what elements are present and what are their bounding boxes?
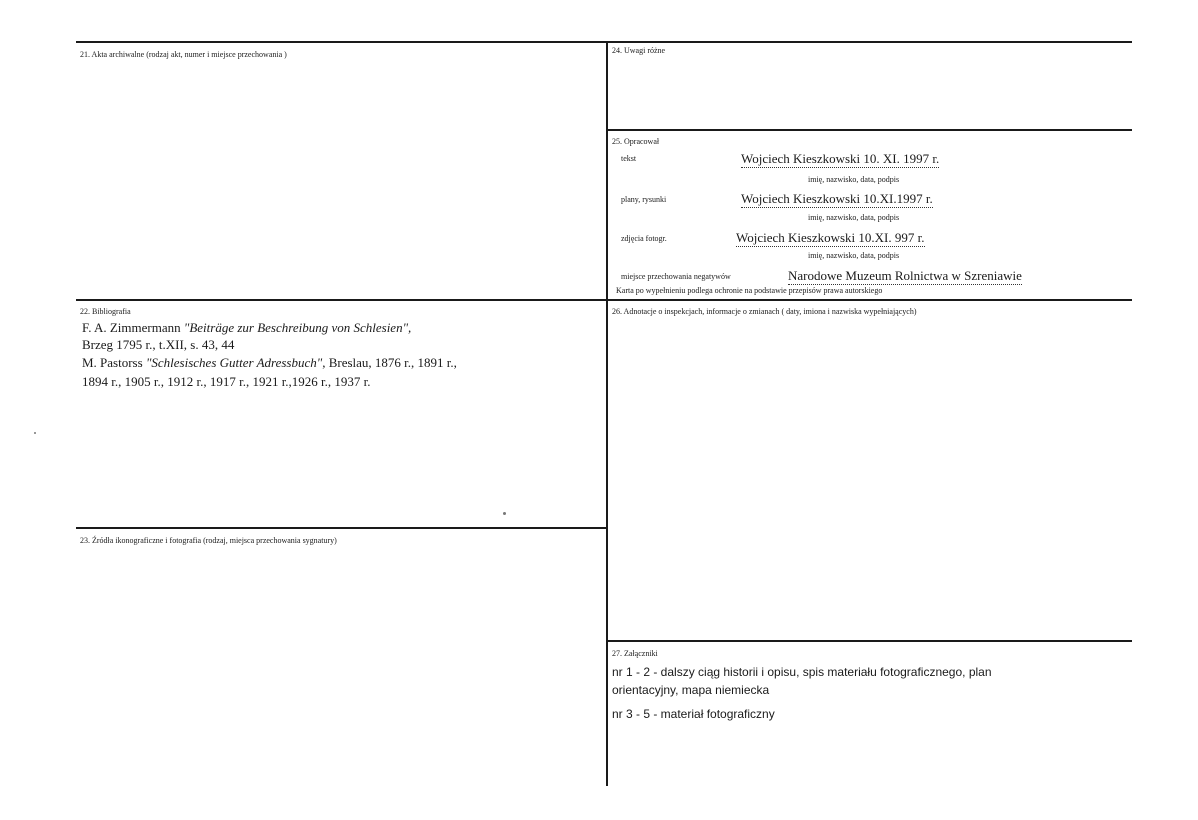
divider-26-27 [608, 640, 1132, 642]
author-text-label: tekst [621, 154, 637, 163]
bibliography-entry-2-years: 1894 r., 1905 r., 1912 r., 1917 r., 1921 r.,1926 r., 1937 r. [82, 374, 371, 389]
copyright-note: Karta po wypełnieniu podlega ochronie na podstawie przepisów prawa autorskiego [616, 286, 883, 295]
divider-24-25 [608, 129, 1132, 131]
author-photos-hint: imię, nazwisko, data, podpis [808, 251, 900, 260]
bib-2-author: M. Pastorss [82, 355, 146, 370]
bibliography-entry-1-details: Brzeg 1795 r., t.XII, s. 43, 44 [82, 337, 235, 352]
paper-speck [34, 432, 36, 434]
negatives-location-label: miejsce przechowania negatywów [621, 272, 731, 281]
section-27-title: 27. Załączniki [612, 649, 658, 658]
author-photos-value: Wojciech Kieszkowski 10.XI. 997 r. [736, 230, 925, 245]
author-photos-label: zdjęcia fotogr. [621, 234, 667, 243]
divider-22-23 [76, 527, 608, 529]
top-border [76, 41, 1132, 43]
paper-speck [503, 512, 506, 515]
section-23-title: 23. Źródła ikonograficzne i fotografia (rodzaj, miejsca przechowania sygnatury) [80, 536, 337, 545]
record-card-form [76, 41, 1132, 786]
section-21-title: 21. Akta archiwalne (rodzaj akt, numer i miejsce przechowania ) [80, 50, 287, 59]
negatives-location-value: Narodowe Muzeum Rolnictwa w Szreniawie [788, 268, 1022, 283]
bib-2-work: "Schlesisches Gutter Adressbuch" [145, 355, 323, 370]
author-text-value: Wojciech Kieszkowski 10. XI. 1997 r. [741, 151, 940, 166]
section-22-title: 22. Bibliografia [80, 307, 131, 316]
divider-21-22 [76, 299, 1132, 301]
bibliography-entry-2 [82, 355, 457, 371]
section-26-title: 26. Adnotacje o inspekcjach, informacje o zmianach ( daty, imiona i nazwiska wypełniających) [612, 307, 917, 316]
bib-1-work: "Beiträge zur Beschreibung von Schlesien", [183, 320, 412, 335]
attachment-line-1: nr 1 - 2 - dalszy ciąg historii i opisu, spis materiału fotograficznego, plan [612, 665, 992, 679]
author-drawings-hint: imię, nazwisko, data, podpis [808, 213, 900, 222]
section-25-title: 25. Opracował [612, 137, 660, 146]
author-text-hint: imię, nazwisko, data, podpis [808, 175, 900, 184]
attachment-line-3: nr 3 - 5 - materiał fotograficzny [612, 707, 775, 721]
bib-2-details: , Breslau, 1876 r., 1891 r., [322, 355, 457, 370]
attachment-line-2: orientacyjny, mapa niemiecka [612, 683, 770, 697]
section-24-title: 24. Uwagi różne [612, 46, 666, 55]
bibliography-entry-1 [82, 320, 411, 336]
bib-1-author: F. A. Zimmermann [82, 320, 184, 335]
author-drawings-label: plany, rysunki [621, 195, 667, 204]
author-drawings-value: Wojciech Kieszkowski 10.XI.1997 r. [741, 191, 933, 206]
center-divider [606, 41, 608, 786]
